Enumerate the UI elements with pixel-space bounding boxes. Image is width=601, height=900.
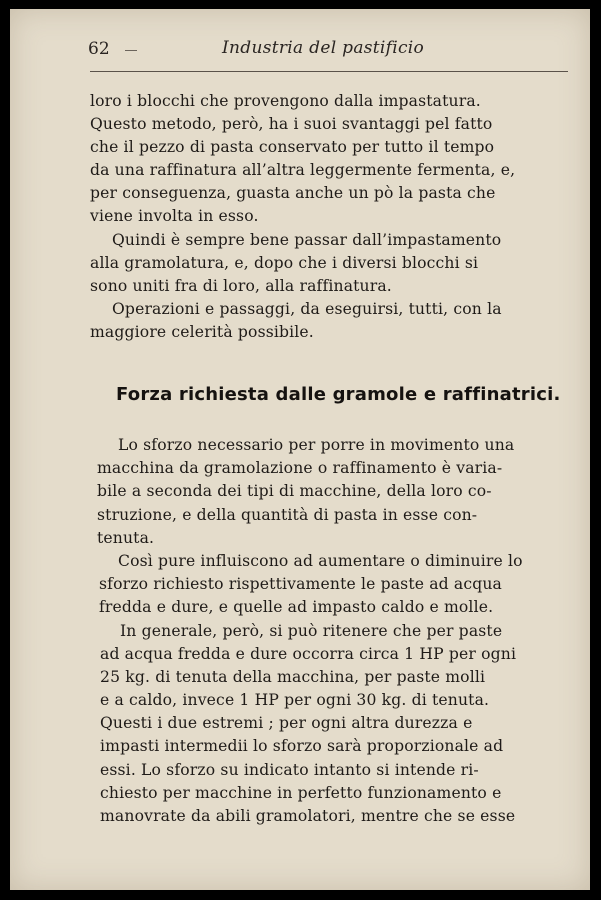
text-line: Questo metodo, però, ha i suoi svantaggi pel fatto: [90, 115, 493, 133]
text-line: 25 kg. di tenuta della macchina, per paste molli: [100, 668, 486, 686]
text-line: manovrate da abili gramolatori, mentre che se esse: [100, 807, 516, 825]
text-line: alla gramolatura, e, dopo che i diversi blocchi si: [90, 254, 479, 272]
page-number: 62: [88, 39, 110, 59]
text-line: In generale, però, si può ritenere che per paste: [120, 622, 503, 640]
text-line: e a caldo, invece 1 HP per ogni 30 kg. di tenuta.: [100, 691, 490, 709]
text-line: essi. Lo sforzo su indicato intanto si intende ri-: [100, 761, 479, 779]
page-header: [88, 37, 570, 67]
text-line: sforzo richiesto rispettivamente le paste ad acqua: [99, 575, 503, 593]
header-rule: [90, 71, 568, 72]
running-head: Industria del pastificio: [222, 38, 425, 58]
text-line: ad acqua fredda e dure occorra circa 1 HP per ogni: [100, 645, 517, 663]
text-line: sono uniti fra di loro, alla raffinatura.: [90, 277, 392, 295]
text-line: struzione, e della quantità di pasta in esse con-: [97, 506, 478, 524]
text-line: che il pezzo di pasta conservato per tutto il tempo: [90, 138, 495, 156]
text-line: impasti intermedii lo sforzo sarà proporzionale ad: [100, 737, 504, 755]
section-title: Forza richiesta dalle gramole e raffinatrici.: [116, 384, 561, 405]
text-line: chiesto per macchine in perfetto funzionamento e: [100, 784, 502, 802]
text-line: per conseguenza, guasta anche un pò la pasta che: [90, 184, 496, 202]
text-line: Questi i due estremi ; per ogni altra durezza e: [100, 714, 473, 732]
text-line: viene involta in esso.: [90, 207, 259, 225]
text-line: Lo sforzo necessario per porre in movimento una: [118, 436, 515, 454]
text-line: maggiore celerità possibile.: [90, 323, 314, 341]
text-line: Così pure influiscono ad aumentare o diminuire lo: [118, 552, 523, 570]
text-line: Quindi è sempre bene passar dall’impastamento: [112, 231, 502, 249]
text-line: tenuta.: [97, 529, 155, 547]
text-line: bile a seconda dei tipi di macchine, della loro co-: [97, 482, 492, 500]
text-line: loro i blocchi che provengono dalla impastatura.: [90, 92, 481, 110]
text-line: da una raffinatura all’altra leggermente fermenta, e,: [90, 161, 516, 179]
book-page: [10, 9, 590, 890]
text-line: macchina da gramolazione o raffinamento è varia-: [97, 459, 503, 477]
text-line: fredda e dure, e quelle ad impasto caldo e molle.: [99, 598, 494, 616]
header-dash: [125, 50, 137, 51]
text-line: Operazioni e passaggi, da eseguirsi, tutti, con la: [112, 300, 502, 318]
